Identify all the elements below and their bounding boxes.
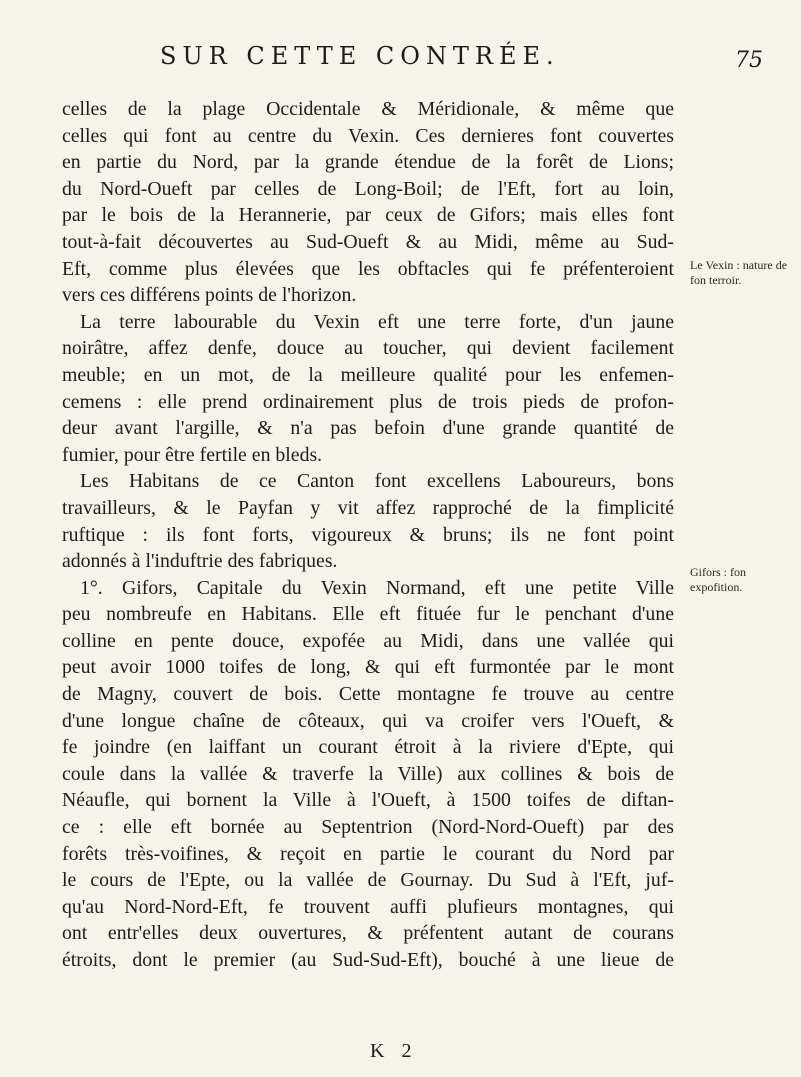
text-line: celles qui font au centre du Vexin. Ces dernieres font couvertes: [62, 124, 674, 147]
text-line: peu nombreufe en Habitans. Elle eft fituée fur le penchant d'une: [62, 603, 674, 626]
signature-mark: K 2: [370, 1040, 418, 1062]
text-line: étroits, dont le premier (au Sud-Sud-Eft), bouché à une lieue de: [62, 949, 674, 971]
text-line: par le bois de la Herannerie, par ceux de Gifors; mais elles font: [62, 204, 674, 227]
text-line: celles de la plage Occidentale & Méridionale, & même que: [62, 98, 674, 120]
text-line: Néaufle, qui bornent la Ville à l'Oueft, à 1500 toifes de diftan-: [62, 789, 674, 812]
text-line: cemens : elle prend ordinairement plus de trois pieds de profon-: [62, 390, 674, 413]
body-text: [62, 96, 674, 974]
text-line: ce : elle eft bornée au Septentrion (Nord-Nord-Oueft) par des: [62, 816, 674, 839]
margin-note-gifors: Gifors : fon expofition.: [690, 565, 746, 594]
text-line: 1°. Gifors, Capitale du Vexin Normand, eft une petite Ville: [80, 576, 674, 599]
text-line: peut avoir 1000 toifes de long, & qui eft furmontée par le mont: [62, 656, 674, 679]
text-line: le cours de l'Epte, ou la vallée de Gournay. Du Sud à l'Eft, juf-: [62, 869, 674, 892]
text-line: en partie du Nord, par la grande étendue de la forêt de Lions;: [62, 151, 674, 174]
page-number: 75: [735, 48, 763, 73]
text-line: d'une longue chaîne de côteaux, qui va croifer vers l'Oueft, &: [62, 709, 674, 732]
text-line: ont entr'elles deux ouvertures, & préfentent autant de courans: [62, 922, 674, 945]
text-line: noirâtre, affez denfe, douce au toucher, qui devient facilement: [62, 337, 674, 360]
text-line: deur avant l'argille, & n'a pas befoin d'une grande quantité de: [62, 417, 674, 440]
text-line: adonnés à l'induftrie des fabriques.: [62, 550, 338, 573]
text-line: forêts très-voifines, & reçoit en partie le courant du Nord par: [62, 842, 674, 865]
text-line: Les Habitans de ce Canton font excellens Laboureurs, bons: [80, 470, 674, 493]
text-line: Eft, comme plus élevées que les obftacles qui fe préfenteroient: [62, 257, 674, 280]
text-line: fumier, pour être fertile en bleds.: [62, 443, 323, 466]
text-line: du Nord-Oueft par celles de Long-Boil; de l'Eft, fort au loin,: [62, 177, 674, 200]
text-line: ruftique : ils font forts, vigoureux & bruns; ils ne font point: [62, 523, 674, 546]
text-line: La terre labourable du Vexin eft une terre forte, d'un jaune: [80, 310, 674, 333]
text-line: coule dans la vallée & traverfe la Ville) aux collines & bois de: [62, 762, 674, 785]
text-line: fe joindre (en laiffant un courant étroit à la riviere d'Epte, qui: [62, 736, 674, 759]
text-line: vers ces différens points de l'horizon.: [62, 284, 357, 307]
text-line: qu'au Nord-Nord-Eft, fe trouvent auffi plufieurs montagnes, qui: [62, 895, 674, 918]
margin-note-vexin: Le Vexin : nature de fon terroir.: [690, 258, 788, 287]
text-line: tout-à-fait découvertes au Sud-Oueft & au Midi, même au Sud-: [62, 230, 674, 253]
text-line: de Magny, couvert de bois. Cette montagne fe trouve au centre: [62, 683, 674, 706]
running-title: SUR CETTE CONTRÉE.: [160, 42, 560, 70]
text-line: colline en pente douce, expofée au Midi, dans une vallée qui: [62, 629, 674, 652]
text-line: meuble; en un mot, de la meilleure qualité pour les enfemen-: [62, 363, 674, 386]
text-line: travailleurs, & le Payfan y vit affez rapproché de la fimplicité: [62, 496, 674, 519]
